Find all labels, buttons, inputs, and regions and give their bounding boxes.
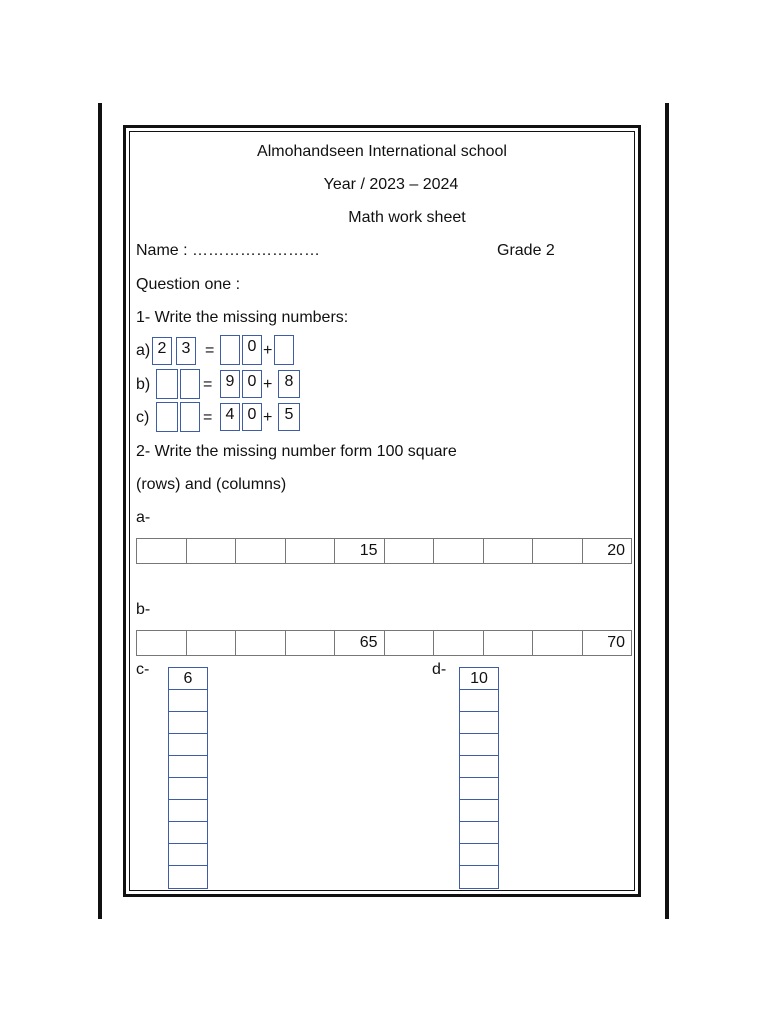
q2d-cell[interactable] [460,800,498,822]
grade-label: Grade 2 [497,242,555,259]
q2a-cell[interactable] [533,539,583,563]
q2d-cell[interactable] [460,822,498,844]
q2b-cell[interactable] [286,631,336,655]
q2c-cell[interactable] [169,822,207,844]
q2-title-line1: 2- Write the missing number form 100 square [136,443,457,460]
q1a-equals: = [205,342,215,359]
q2a-cell[interactable] [236,539,286,563]
q1c-label: c) [136,409,150,426]
q1a-label: a) [136,342,151,359]
q2a-cell[interactable] [187,539,237,563]
q1b-zero-box: 0 [242,370,262,398]
school-year: Year / 2023 – 2024 [323,176,459,193]
q2b-label: b- [136,601,151,618]
q2a-cell[interactable] [137,539,187,563]
q2c-cell[interactable] [169,800,207,822]
q2b-cell[interactable] [385,631,435,655]
q2b-cell: 70 [607,634,625,651]
q1a-plus: + [263,342,273,359]
q1a-ones-part-box[interactable] [274,335,294,365]
q1c-ones-box[interactable] [180,402,200,432]
left-margin-bar [98,103,102,919]
q2a-label: a- [136,509,151,526]
q1b-equals: = [203,376,213,393]
q2c-cell[interactable] [169,866,207,888]
q2d-cell[interactable] [460,844,498,866]
q2c-cell[interactable] [169,712,207,734]
q2c-cell[interactable] [169,756,207,778]
right-margin-bar [665,103,669,919]
q1c-tens-box[interactable] [156,402,178,432]
q2d-label: d- [432,661,447,678]
q2d-cell[interactable] [460,778,498,800]
q2c-label: c- [136,661,150,678]
q2c-cell: 6 [169,668,207,690]
q2b-cell[interactable] [484,631,534,655]
q2b-cell[interactable] [187,631,237,655]
q2c-cell[interactable] [169,734,207,756]
q2c-cell[interactable] [169,844,207,866]
q2b-cell[interactable] [434,631,484,655]
q1c-zero-box: 0 [242,403,262,431]
question-one-heading: Question one : [136,276,241,293]
q2a-cell[interactable] [286,539,336,563]
q2-title-line2: (rows) and (columns) [136,476,287,493]
q1a-tens-part-box[interactable] [220,335,240,365]
q2b-cell[interactable] [137,631,187,655]
q1b-tens-part-box: 9 [220,370,240,398]
q2b-row [136,630,632,656]
q1a-ones-box: 3 [176,337,196,365]
q2a-cell[interactable] [434,539,484,563]
q2d-cell[interactable] [460,734,498,756]
q1a-tens-box: 2 [152,337,172,365]
q1b-label: b) [136,376,151,393]
q1c-ones-part-box: 5 [278,403,300,431]
q2a-cell: 15 [335,539,385,563]
sheet-title: Math work sheet [348,209,466,226]
q2d-cell[interactable] [460,712,498,734]
q2c-cell[interactable] [169,778,207,800]
q2a-cell[interactable] [385,539,435,563]
q1b-ones-part-box: 8 [278,370,300,398]
q2b-cell: 65 [335,631,385,655]
q2d-cell[interactable] [460,866,498,888]
q1b-tens-box[interactable] [156,369,178,399]
q2d-column [459,667,499,889]
q2d-cell[interactable] [460,690,498,712]
q2a-cell[interactable] [484,539,534,563]
q2c-column [168,667,208,889]
q1c-equals: = [203,409,213,426]
q1-title: 1- Write the missing numbers: [136,309,349,326]
q2b-cell[interactable] [533,631,583,655]
q1b-plus: + [263,376,273,393]
q2c-cell[interactable] [169,690,207,712]
name-field: Name : …………………… [136,242,321,259]
q2d-cell: 10 [460,668,498,690]
school-name: Almohandseen International school [257,143,507,160]
q1c-tens-part-box: 4 [220,403,240,431]
q2a-cell: 20 [607,542,625,559]
q2d-cell[interactable] [460,756,498,778]
q1b-ones-box[interactable] [180,369,200,399]
q2a-row [136,538,632,564]
q1a-zero-box: 0 [242,335,262,365]
q1c-plus: + [263,409,273,426]
q2b-cell[interactable] [236,631,286,655]
